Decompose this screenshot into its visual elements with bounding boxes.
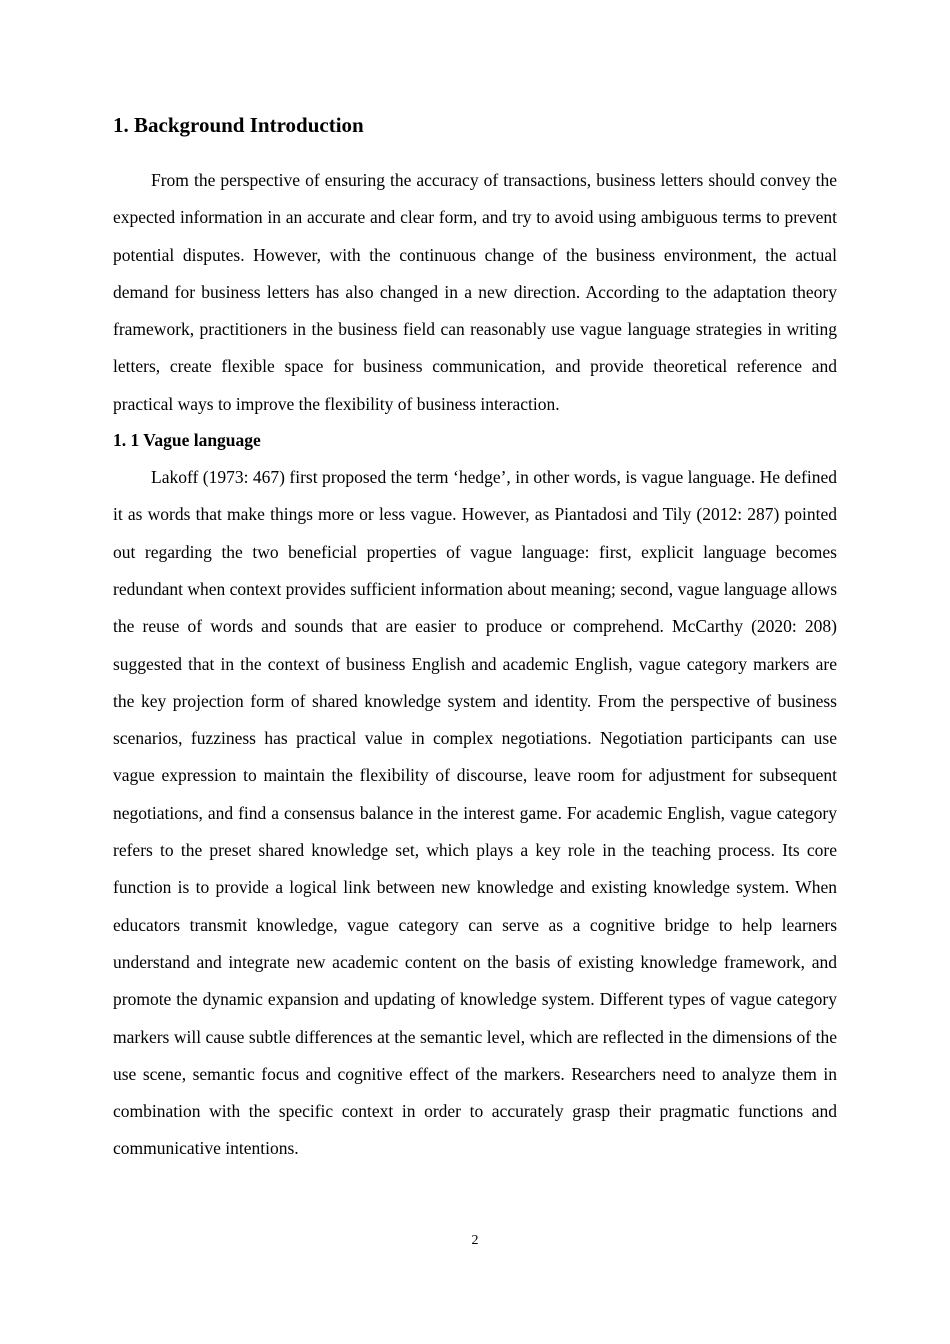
subsection-heading: 1. 1 Vague language: [113, 430, 261, 451]
page-number: 2: [471, 1233, 479, 1248]
section-paragraph: From the perspective of ensuring the accuracy of transactions, business letters should convey the expected information in an accurate and clear form, and try to avoid using ambiguous terms to prevent potential disputes. However, with the continuous change of the business environment, the actual demand for business letters has also changed in a new direction. According to the adaptation theory framework, practitioners in the business field can reasonably use vague language strategies in writing letters, create flexible space for business communication, and provide theoretical reference and practical ways to improve the flexibility of business interaction.: [113, 170, 837, 414]
section-heading: 1. Background Introduction: [113, 113, 364, 137]
document-page: [113, 112, 837, 1168]
subsection-paragraph: Lakoff (1973: 467) first proposed the term ‘hedge’, in other words, is vague language. He defined it as words that make things more or less vague. However, as Piantadosi and Tily (2012: 287) pointed out regarding the two beneficial properties of vague language: first, explicit language becomes redundant when context provides sufficient information about meaning; second, vague language allows the reuse of words and sounds that are easier to produce or comprehend. McCarthy (2020: 208) suggested that in the context of business English and academic English, vague category markers are the key projection form of shared knowledge system and identity. From the perspective of business scenarios, fuzziness has practical value in complex negotiations. Negotiation participants can use vague expression to maintain the flexibility of discourse, leave room for adjustment for subsequent negotiations, and find a consensus balance in the interest game. For academic English, vague category refers to the preset shared knowledge set, which plays a key role in the teaching process. Its core function is to provide a logical link between new knowledge and existing knowledge system. When educators transmit knowledge, vague category can serve as a cognitive bridge to help learners understand and integrate new academic content on the basis of existing knowledge framework, and promote the dynamic expansion and updating of knowledge system. Different types of vague category markers will cause subtle differences at the semantic level, which are reflected in the dimensions of the use scene, semantic focus and cognitive effect of the markers. Researchers need to analyze them in combination with the specific context in order to accurately grasp their pragmatic functions and communicative intentions.: [113, 467, 837, 1159]
